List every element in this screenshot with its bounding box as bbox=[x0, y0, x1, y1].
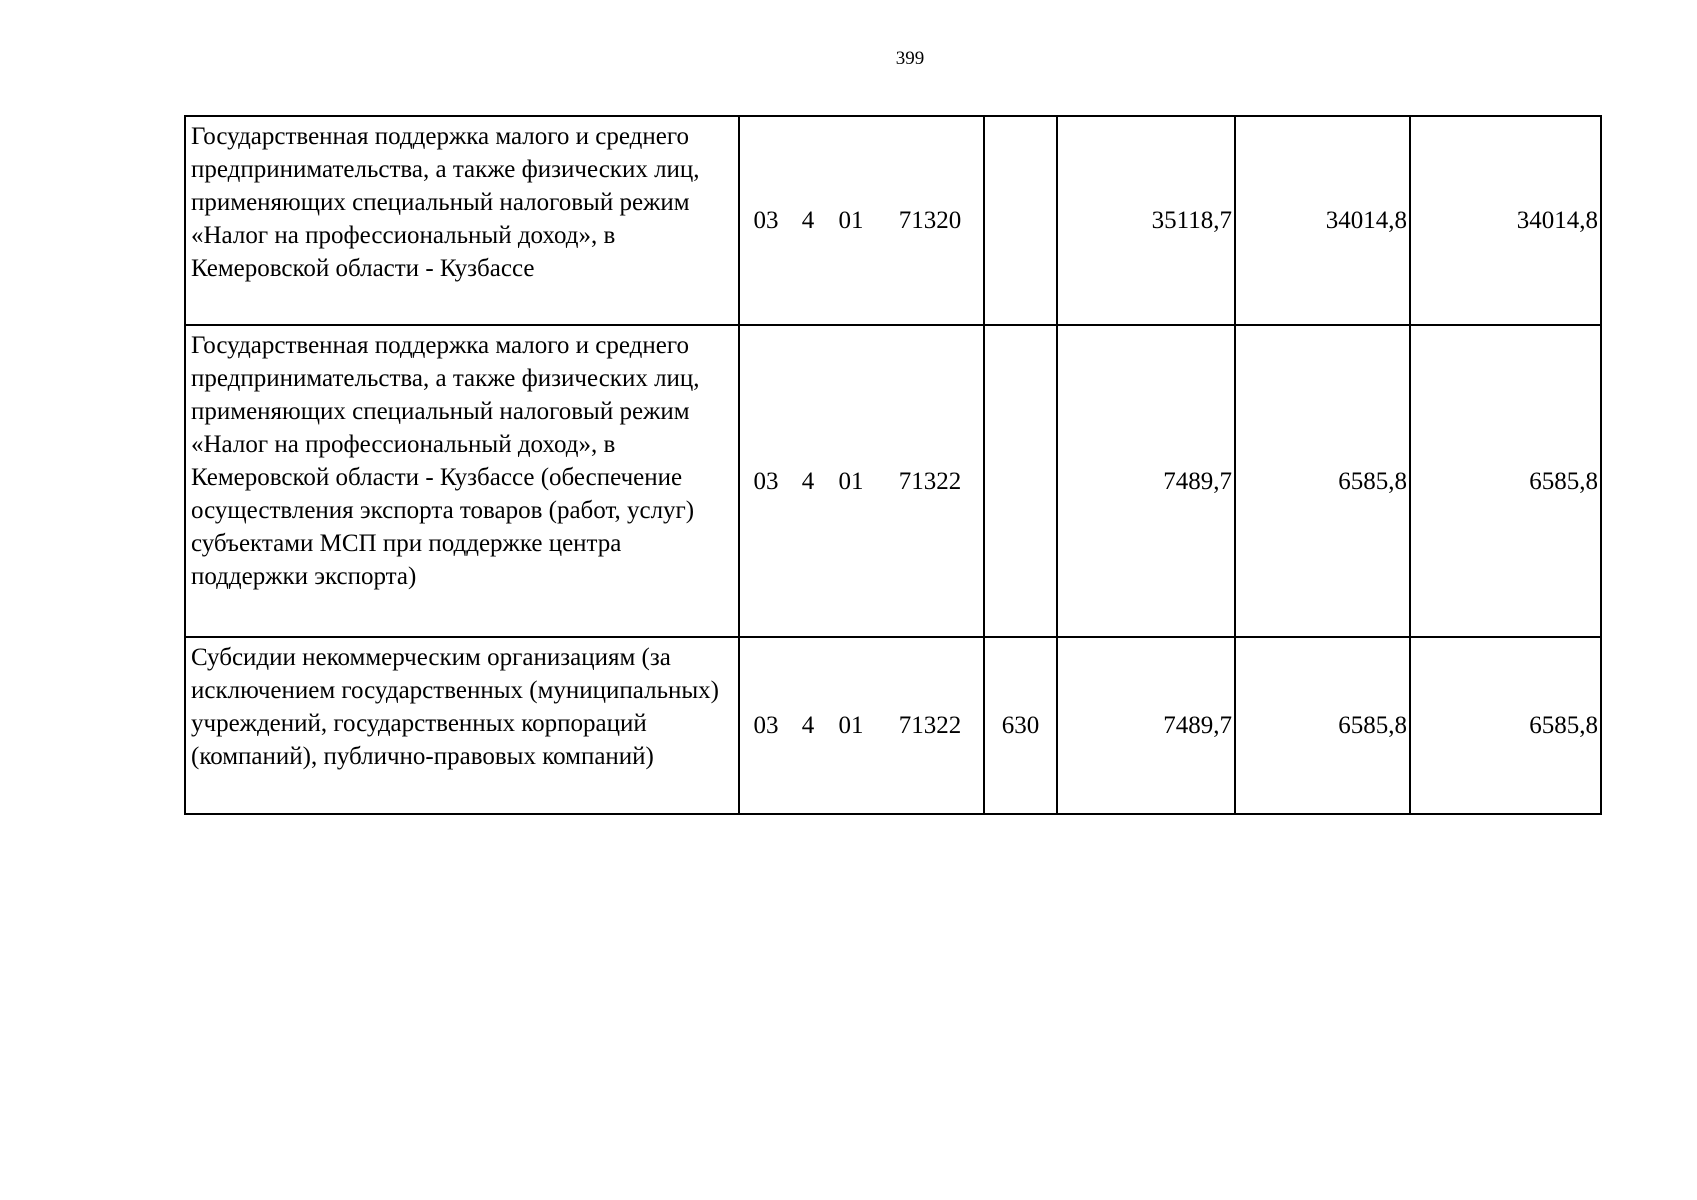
value-3: 6585,8 bbox=[1410, 637, 1601, 814]
table-row bbox=[185, 325, 1601, 637]
budget-table bbox=[184, 115, 1602, 815]
code-subprogram: 4 bbox=[801, 207, 815, 234]
code-direction: 71322 bbox=[898, 712, 962, 739]
value-2: 34014,8 bbox=[1235, 116, 1410, 325]
row-description: Субсидии некоммерческим организациям (за исключением государственных (муниципальных) учреждений, государственных корпораций (компаний), публично-правовых компаний) bbox=[185, 637, 739, 814]
expense-type: 630 bbox=[984, 637, 1057, 814]
row-code-cell bbox=[739, 116, 984, 325]
table-row bbox=[185, 637, 1601, 814]
table-row bbox=[185, 116, 1601, 325]
code-program: 03 bbox=[753, 207, 779, 234]
value-1: 7489,7 bbox=[1057, 325, 1235, 637]
row-code-cell bbox=[739, 325, 984, 637]
value-3: 34014,8 bbox=[1410, 116, 1601, 325]
value-1: 7489,7 bbox=[1057, 637, 1235, 814]
code-subprogram: 4 bbox=[801, 467, 815, 495]
row-description: Государственная поддержка малого и среднего предпринимательства, а также физических лиц, применяющих специальный налоговый режим «Налог на профессиональный доход», в Кемеровской области - Кузбассе (обеспечение осуществления экспорта товаров (работ, услуг) субъектами МСП при поддержке центра поддержки экспорта) bbox=[185, 325, 739, 637]
code-direction: 71322 bbox=[898, 467, 962, 495]
code-main-event: 01 bbox=[838, 712, 864, 739]
expense-type bbox=[984, 116, 1057, 325]
value-2: 6585,8 bbox=[1235, 325, 1410, 637]
value-1: 35118,7 bbox=[1057, 116, 1235, 325]
expense-type bbox=[984, 325, 1057, 637]
value-3: 6585,8 bbox=[1410, 325, 1601, 637]
value-2: 6585,8 bbox=[1235, 637, 1410, 814]
code-direction: 71320 bbox=[898, 207, 962, 234]
page-number: 399 bbox=[895, 48, 925, 69]
row-code-cell bbox=[739, 637, 984, 814]
row-description: Государственная поддержка малого и среднего предпринимательства, а также физических лиц, применяющих специальный налоговый режим «Налог на профессиональный доход», в Кемеровской области - Кузбассе bbox=[185, 116, 739, 325]
code-main-event: 01 bbox=[838, 207, 864, 234]
code-program: 03 bbox=[753, 467, 779, 495]
code-main-event: 01 bbox=[838, 467, 864, 495]
code-subprogram: 4 bbox=[801, 712, 815, 739]
code-program: 03 bbox=[753, 712, 779, 739]
